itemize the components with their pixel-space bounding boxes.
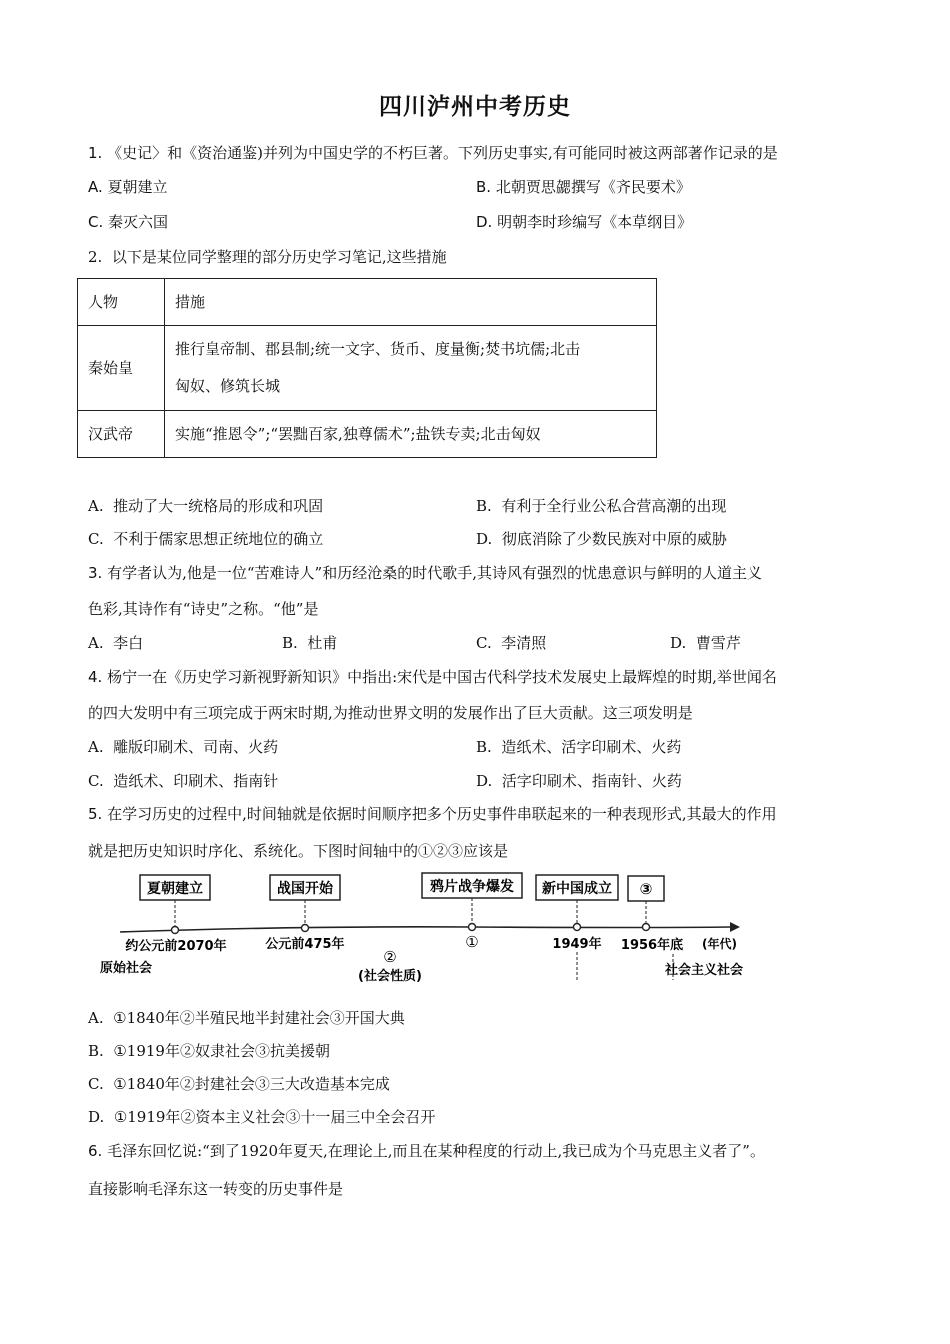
q2-option-c <box>88 528 323 550</box>
event-label: 新中国成立 <box>542 881 612 897</box>
q5-option-b <box>88 1040 330 1062</box>
society-mark: ② <box>383 948 397 966</box>
q5-option-c <box>88 1073 390 1095</box>
timeline-axis <box>120 927 730 932</box>
event-label: 战国开始 <box>277 881 333 897</box>
timeline-event-box <box>536 875 618 900</box>
q4-option-d <box>476 770 682 792</box>
question-text: 毛泽东回忆说:“到了1920年夏天,在理论上,而且在某种程度的行动上,我已成为个马克思主义者了”。 <box>107 1142 765 1160</box>
society-label: (社会性质) <box>358 969 422 984</box>
option-text: 活字印刷术、指南针、火药 <box>501 772 682 790</box>
question-4-stem-line-2: 的四大发明中有三项完成于两宋时期,为推动世界文明的发展作出了巨大贡献。这三项发明是 <box>88 704 693 722</box>
timeline-event-box <box>270 875 340 900</box>
option-text: 推动了大一统格局的形成和巩固 <box>113 497 324 515</box>
option-text: 彻底消除了少数民族对中原的威胁 <box>501 530 727 548</box>
option-text: 李白 <box>113 634 144 652</box>
measures-line: 匈奴、修筑长城 <box>175 377 281 395</box>
question-text: 在学习历史的过程中,时间轴就是依据时间顺序把多个历史事件串联起来的一种表现形式,其最大的作用 <box>107 805 777 823</box>
option-label: D. <box>476 772 493 790</box>
option-label: C. <box>88 1075 104 1093</box>
option-text: 造纸术、活字印刷术、火药 <box>501 738 682 756</box>
timeline-node <box>643 924 650 931</box>
q5-option-d <box>88 1106 435 1128</box>
q2-option-b <box>476 495 726 517</box>
event-label: 鸦片战争爆发 <box>430 879 514 895</box>
q1-option-d <box>476 211 692 233</box>
table-row <box>78 411 657 458</box>
question-number: 4. <box>88 668 103 686</box>
measures-table <box>77 278 657 458</box>
option-text: 不利于儒家思想正统地位的确立 <box>113 530 324 548</box>
date-label: 约公元前2070年 <box>125 939 227 954</box>
timeline-node <box>302 925 309 932</box>
timeline-event-box <box>422 873 522 898</box>
question-3-stem-line-2: 色彩,其诗作有“诗史”之称。“他”是 <box>88 600 319 618</box>
date-label: 1956年底 <box>620 938 684 953</box>
question-number: 1. <box>88 144 103 162</box>
question-6-stem-line-1 <box>88 1140 878 1162</box>
option-text: 杜甫 <box>307 634 338 652</box>
q2-option-a <box>88 495 323 517</box>
event-label: 夏朝建立 <box>147 881 203 897</box>
table-cell-person: 秦始皇 <box>78 326 165 411</box>
question-number: 3. <box>88 564 103 582</box>
timeline-event-box <box>628 876 664 901</box>
date-label: 1949年 <box>552 937 602 952</box>
question-text: 以下是某位同学整理的部分历史学习笔记,这些措施 <box>111 248 447 266</box>
timeline-node <box>469 924 476 931</box>
q3-option-c <box>476 632 546 654</box>
question-4-stem-line-1 <box>88 666 878 688</box>
question-6-stem-line-2: 直接影响毛泽东这一转变的历史事件是 <box>88 1180 344 1198</box>
table-header-cell: 措施 <box>165 279 657 326</box>
option-text: 李清照 <box>501 634 547 652</box>
unit-label: (年代) <box>702 937 737 951</box>
measures-line: 推行皇帝制、郡县制;统一文字、货币、度量衡;焚书坑儒;北击 <box>175 340 581 358</box>
measures-line: 实施“推恩令”;“罢黜百家,独尊儒术”;盐铁专卖;北击匈奴 <box>175 424 541 443</box>
society-label: 原始社会 <box>100 961 153 976</box>
option-label: B. <box>88 1042 104 1060</box>
question-2-stem <box>88 246 878 268</box>
question-text: 有学者认为,他是一位“苦难诗人”和历经沧桑的时代歌手,其诗风有强烈的忧患意识与鲜明的人道主义 <box>107 564 762 582</box>
option-text: 夏朝建立 <box>107 178 168 196</box>
option-label: D. <box>670 634 687 652</box>
option-text: 北朝贾思勰撰写《齐民要术》 <box>495 178 691 196</box>
option-text: ①1840年②封建社会③三大改造基本完成 <box>113 1075 390 1093</box>
option-label: D. <box>476 530 493 548</box>
date-label: ① <box>465 933 479 951</box>
option-label: C. <box>476 634 492 652</box>
option-text: 有利于全行业公私合营高潮的出现 <box>501 497 727 515</box>
question-number: 6. <box>88 1142 103 1160</box>
option-label: C. <box>88 213 104 231</box>
q5-option-a <box>88 1007 405 1029</box>
option-label: D. <box>476 213 493 231</box>
question-3-stem-line-1 <box>88 562 878 584</box>
option-label: A. <box>88 738 104 756</box>
timeline-node <box>172 927 179 934</box>
society-label: 社会主义社会 <box>665 963 744 978</box>
question-text: 《史记〉和《资治通鉴)并列为中国史学的不朽巨著。下列历史事实,有可能同时被这两部著作记录的是 <box>107 144 778 162</box>
table-row <box>78 326 657 411</box>
table-cell-measures <box>165 411 657 458</box>
q4-option-c <box>88 770 278 792</box>
option-label: C. <box>88 772 104 790</box>
option-text: ①1919年②资本主义社会③十一届三中全会召开 <box>113 1108 436 1126</box>
q3-option-a <box>88 632 143 654</box>
question-text: 杨宁一在《历史学习新视野新知识》中指出:宋代是中国古代科学技术发展史上最辉煌的时期,举世闻名 <box>107 668 777 686</box>
option-label: B. <box>476 497 492 515</box>
q2-option-d <box>476 528 727 550</box>
option-label: A. <box>88 178 103 196</box>
table-header-cell: 人物 <box>78 279 165 326</box>
option-label: B. <box>282 634 298 652</box>
page-title: 四川泸州中考历史 <box>379 94 571 120</box>
option-text: ①1919年②奴隶社会③抗美援朝 <box>113 1042 330 1060</box>
question-5-stem-line-1 <box>88 803 878 825</box>
q4-option-a <box>88 736 278 758</box>
q3-option-d <box>670 632 741 654</box>
option-label: B. <box>476 738 492 756</box>
option-label: A. <box>88 1009 104 1027</box>
table-header-row <box>78 279 657 326</box>
question-1-stem <box>88 142 878 164</box>
date-label: 公元前475年 <box>265 937 345 952</box>
option-text: 明朝李时珍编写《本草纲目》 <box>497 213 693 231</box>
q1-option-c <box>88 211 168 233</box>
option-text: 造纸术、印刷术、指南针 <box>113 772 279 790</box>
option-text: 秦灭六国 <box>108 213 169 231</box>
q1-option-a <box>88 176 168 198</box>
option-label: C. <box>88 530 104 548</box>
option-text: ①1840年②半殖民地半封建社会③开国大典 <box>113 1009 405 1027</box>
question-5-stem-line-2: 就是把历史知识时序化、系统化。下图时间轴中的①②③应该是 <box>88 842 509 860</box>
option-text: 曹雪芹 <box>695 634 741 652</box>
option-text: 雕版印刷术、司南、火药 <box>113 738 279 756</box>
option-label: B. <box>476 178 492 196</box>
option-label: A. <box>88 497 104 515</box>
option-label: A. <box>88 634 104 652</box>
timeline-arrowhead <box>730 922 740 932</box>
table-cell-measures <box>165 326 657 411</box>
question-number: 5. <box>88 805 103 823</box>
q1-option-b <box>476 176 691 198</box>
table-cell-person: 汉武帝 <box>78 411 165 458</box>
event-label: ③ <box>639 880 653 898</box>
q4-option-b <box>476 736 681 758</box>
question-number: 2. <box>88 248 103 266</box>
timeline-node <box>574 924 581 931</box>
option-label: D. <box>88 1108 105 1126</box>
timeline-figure <box>90 870 760 990</box>
timeline-event-box <box>140 875 210 900</box>
q3-option-b <box>282 632 337 654</box>
